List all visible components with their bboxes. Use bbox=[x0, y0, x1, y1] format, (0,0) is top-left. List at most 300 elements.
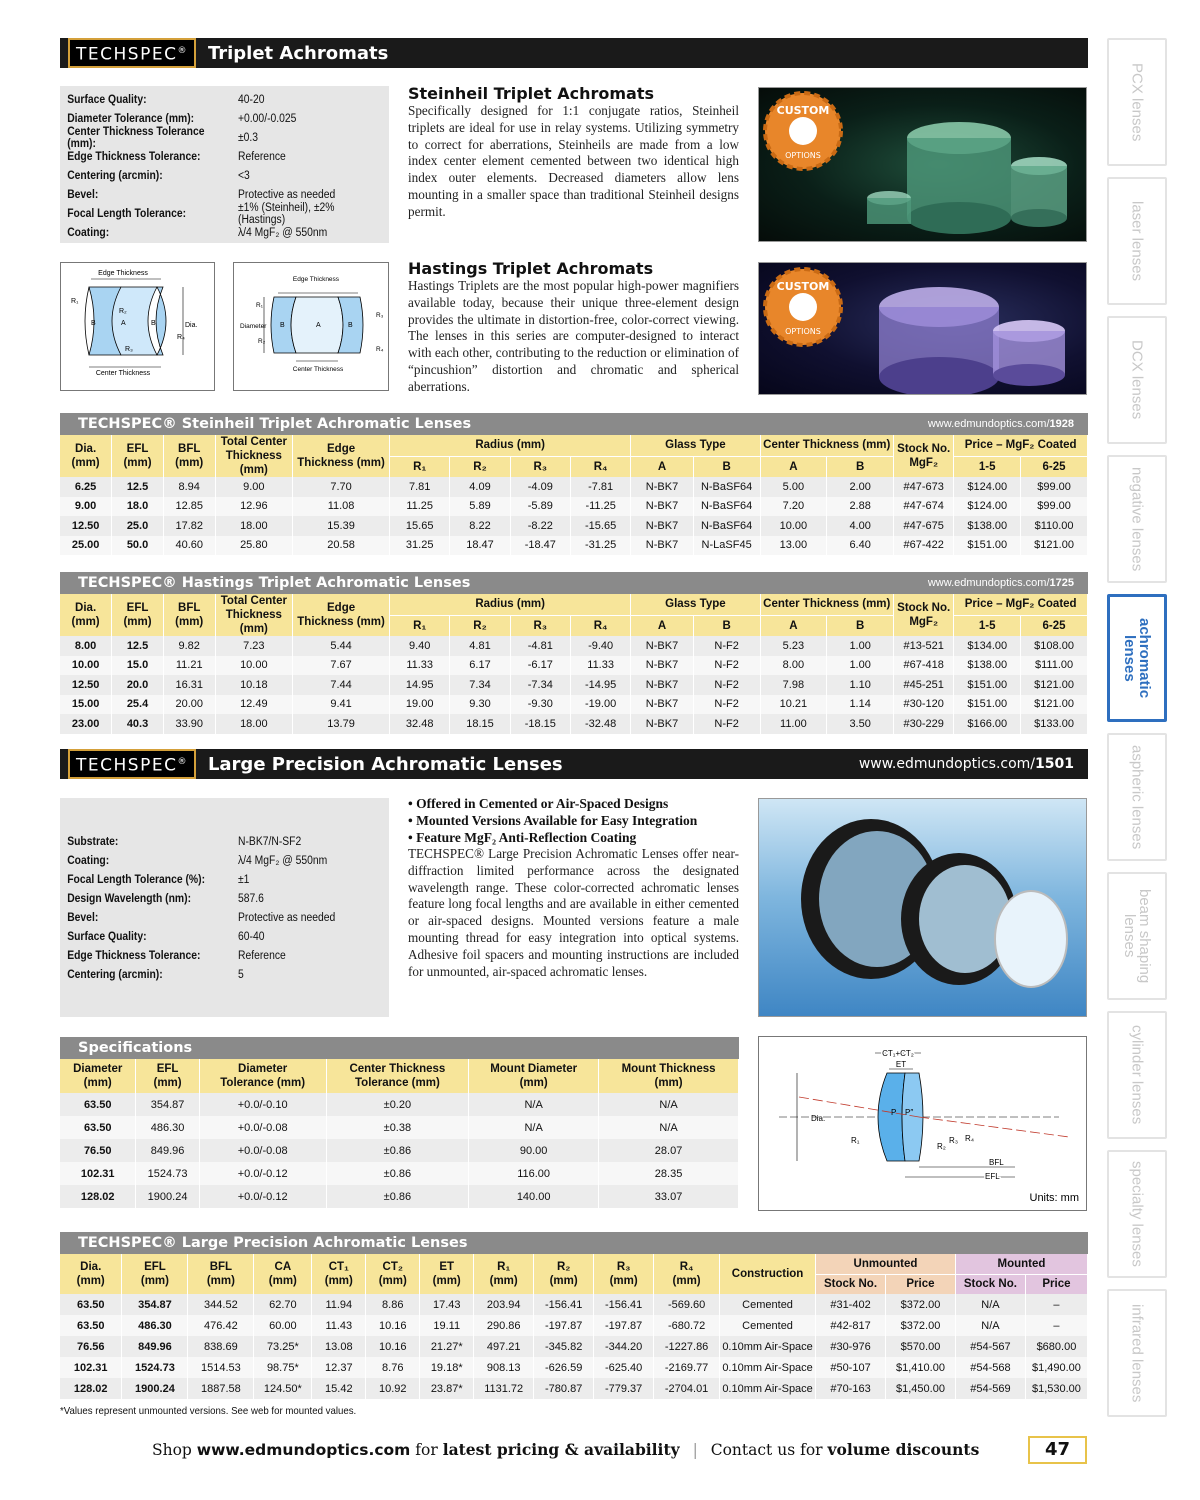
table-cell: 7.23 bbox=[215, 636, 293, 656]
large-col-header: CA (mm) bbox=[254, 1254, 312, 1294]
spec-col-header: Diameter Tolerance (mm) bbox=[199, 1059, 326, 1093]
table-cell: $138.00 bbox=[954, 656, 1021, 676]
feature-bullet: • Offered in Cemented or Air-Spaced Designs bbox=[408, 796, 669, 811]
diameter-label: Diameter bbox=[240, 323, 267, 330]
side-tab-laser-lenses[interactable] bbox=[1107, 177, 1167, 305]
table-cell: 10.18 bbox=[215, 675, 293, 695]
steinheil-title: Steinheil Triplet Achromats bbox=[408, 84, 654, 103]
section-title: Triplet Achromats bbox=[207, 42, 389, 64]
table-cell: 1514.53 bbox=[188, 1357, 254, 1378]
efl-label: EFL bbox=[985, 1172, 1000, 1181]
column-header: Stock No. bbox=[955, 1274, 1025, 1294]
spec-value: <3 bbox=[238, 169, 250, 182]
table-cell: -7.34 bbox=[510, 675, 570, 695]
column-header: A bbox=[760, 615, 827, 636]
table-row bbox=[60, 1357, 1088, 1378]
table-cell: 486.30 bbox=[136, 1116, 199, 1139]
table-cell: $121.00 bbox=[1021, 675, 1088, 695]
col-total-center: Total Center Thickness (mm) bbox=[215, 594, 293, 636]
steinheil-text: Specifically designed for 1:1 conjugate ratios, Steinheil triplets are ideal for use in relay systems. Utilizing symmetry to correct for aberrations, Steinheils are made from a low index center element cemented between two identical high index outer elements. Decreased diameters allow lens mounting in a smaller space than traditional Steinheil designs permit. bbox=[408, 103, 739, 219]
table-cell: 1131.72 bbox=[474, 1378, 534, 1399]
dia-label: Dia. bbox=[811, 1114, 826, 1123]
table-cell: $121.00 bbox=[1021, 695, 1088, 715]
table-cell: N-BaSF64 bbox=[693, 477, 760, 497]
hastings-diagram bbox=[233, 262, 389, 391]
table-cell: -9.40 bbox=[570, 636, 630, 656]
table-cell: $372.00 bbox=[885, 1315, 955, 1336]
spec-value: +0.00/-0.025 bbox=[238, 112, 297, 125]
table-cell: N-LaSF45 bbox=[693, 536, 760, 556]
table-cell[interactable]: #70-163 bbox=[816, 1378, 886, 1399]
table-cell: 16.31 bbox=[163, 675, 215, 695]
feature-bullet: • Mounted Versions Available for Easy Integration bbox=[408, 813, 698, 828]
col-stock: Stock No. MgF₂ bbox=[894, 435, 954, 477]
table-cell: 1900.24 bbox=[136, 1185, 199, 1208]
table-cell: 344.52 bbox=[188, 1294, 254, 1315]
table-cell: N-F2 bbox=[693, 675, 760, 695]
spec-value: N-BK7/N-SF2 bbox=[238, 835, 302, 848]
table-cell[interactable]: #54-567 bbox=[955, 1336, 1025, 1357]
table-cell: 5.23 bbox=[760, 636, 827, 656]
table-row bbox=[60, 1139, 739, 1162]
spec-col-header: EFL (mm) bbox=[136, 1059, 199, 1093]
table-cell: 10.21 bbox=[760, 695, 827, 715]
table-cell[interactable]: #42-817 bbox=[816, 1315, 886, 1336]
col-center-thickness: Center Thickness (mm) bbox=[760, 594, 894, 615]
table-row bbox=[60, 1116, 739, 1139]
col-price: Price – MgF₂ Coated bbox=[954, 435, 1088, 456]
table-cell: 15.65 bbox=[390, 516, 450, 536]
table-cell: Cemented bbox=[720, 1315, 816, 1336]
side-tab-beam-shaping-lenses[interactable] bbox=[1107, 872, 1167, 1000]
side-tab-label: laser lenses bbox=[1128, 200, 1146, 282]
table-cell: 32.48 bbox=[390, 714, 450, 734]
spec-row bbox=[60, 90, 389, 109]
table-cell: 10.00 bbox=[215, 656, 293, 676]
hastings-table bbox=[60, 572, 1088, 734]
hastings-text: Hastings Triplets are the most popular high-power magnifiers available today, because their unique three-element design provides the ultimate in distortion-free, color-correct viewing. The lenses in this series are computer-designed to interact with each other, contributing to the reduction or elimination of “pincushion” distortion and chromatic and spherical aberrations. bbox=[408, 278, 739, 394]
table-row bbox=[60, 477, 1088, 497]
col-bfl: BFL (mm) bbox=[163, 435, 215, 477]
spec-value: 587.6 bbox=[238, 892, 264, 905]
triplet-spec-box bbox=[60, 86, 389, 243]
table-cell: 1.00 bbox=[827, 656, 894, 676]
table-cell: ±0.86 bbox=[326, 1139, 469, 1162]
spec-row bbox=[60, 125, 389, 150]
table-cell: 9.41 bbox=[293, 695, 390, 715]
column-header: R₂ bbox=[450, 615, 510, 636]
table-cell[interactable]: #47-675 bbox=[894, 516, 954, 536]
spec-label: Coating: bbox=[67, 226, 110, 239]
table-cell: 98.75* bbox=[254, 1357, 312, 1378]
column-header: B bbox=[827, 615, 894, 636]
spec-value: ±1 bbox=[238, 873, 250, 886]
col-dia: Dia. (mm) bbox=[60, 594, 112, 636]
table-cell: 2.88 bbox=[827, 497, 894, 517]
table-cell: 23.00 bbox=[60, 714, 112, 734]
table-cell[interactable]: #54-568 bbox=[955, 1357, 1025, 1378]
table-cell[interactable]: #30-229 bbox=[894, 714, 954, 734]
table-cell: -9.30 bbox=[510, 695, 570, 715]
feature-bullet: • Feature MgF₂ Anti-Reflection Coating bbox=[408, 830, 637, 845]
col-dia: Dia. (mm) bbox=[60, 435, 112, 477]
table-cell: N-F2 bbox=[693, 656, 760, 676]
table-cell: 25.4 bbox=[112, 695, 164, 715]
col-mounted: Mounted bbox=[955, 1254, 1087, 1274]
large-achromat-data-table bbox=[60, 1254, 1088, 1399]
table-cell: 40.60 bbox=[163, 536, 215, 556]
table-cell: +0.0/-0.12 bbox=[199, 1162, 326, 1185]
table-cell: 33.90 bbox=[163, 714, 215, 734]
side-tab-label: specialty lenses bbox=[1128, 1161, 1146, 1267]
spec-row bbox=[60, 147, 389, 166]
table-cell: 7.67 bbox=[293, 656, 390, 676]
table-cell: $1,410.00 bbox=[885, 1357, 955, 1378]
large-achromat-product-photo bbox=[758, 798, 1087, 1017]
table-cell[interactable]: #47-673 bbox=[894, 477, 954, 497]
table-row bbox=[60, 1093, 739, 1116]
spec-label: Substrate: bbox=[67, 835, 119, 848]
steinheil-table bbox=[60, 413, 1088, 555]
large-table-title: TECHSPEC® Large Precision Achromatic Lenses bbox=[60, 1232, 1088, 1254]
table-row bbox=[60, 516, 1088, 536]
table-cell: 33.07 bbox=[599, 1185, 739, 1208]
table-cell: 7.20 bbox=[760, 497, 827, 517]
table-cell: 17.82 bbox=[163, 516, 215, 536]
table-cell: $1,490.00 bbox=[1025, 1357, 1087, 1378]
table-cell: 9.82 bbox=[163, 636, 215, 656]
footnote: *Values represent unmounted versions. See web for mounted values. bbox=[60, 1405, 357, 1417]
table-row bbox=[60, 1336, 1088, 1357]
table-cell: 11.94 bbox=[312, 1294, 366, 1315]
table-cell: 7.98 bbox=[760, 675, 827, 695]
table-cell: +0.0/-0.12 bbox=[199, 1185, 326, 1208]
table-cell: 4.81 bbox=[450, 636, 510, 656]
spec-row bbox=[60, 201, 389, 226]
column-header: R₄ bbox=[570, 456, 630, 477]
table-cell[interactable]: #50-107 bbox=[816, 1357, 886, 1378]
table-cell: 0.10mm Air-Space bbox=[720, 1357, 816, 1378]
table-cell: $372.00 bbox=[885, 1294, 955, 1315]
r3-label: R₃ bbox=[949, 1136, 959, 1145]
r4-label: R₄ bbox=[177, 334, 185, 341]
side-tab-specialty-lenses[interactable] bbox=[1107, 1150, 1167, 1278]
spec-label: Edge Thickness Tolerance: bbox=[67, 150, 201, 163]
section-url[interactable]: www.edmundoptics.com/1501 bbox=[858, 756, 1074, 772]
table-cell: 8.94 bbox=[163, 477, 215, 497]
table-cell: 5.44 bbox=[293, 636, 390, 656]
side-tab-DCX-lenses[interactable] bbox=[1107, 316, 1167, 444]
side-tab-label: cylinder lenses bbox=[1128, 1025, 1146, 1125]
column-header: Stock No. bbox=[816, 1274, 886, 1294]
b-label-2: B bbox=[151, 320, 156, 327]
table-cell: 31.25 bbox=[390, 536, 450, 556]
a-label: A bbox=[316, 322, 321, 329]
large-achromat-spec-box bbox=[60, 798, 389, 1017]
table-cell: 20.00 bbox=[163, 695, 215, 715]
table-cell: 18.15 bbox=[450, 714, 510, 734]
spec-label: Coating: bbox=[67, 854, 110, 867]
col-glass: Glass Type bbox=[631, 594, 760, 615]
table-cell: -780.87 bbox=[534, 1378, 594, 1399]
table-cell: 11.21 bbox=[163, 656, 215, 676]
table-cell: 19.11 bbox=[420, 1315, 474, 1336]
col-unmounted: Unmounted bbox=[816, 1254, 956, 1274]
col-radius: Radius (mm) bbox=[390, 594, 631, 615]
column-header: R₃ bbox=[510, 615, 570, 636]
table-cell: 62.70 bbox=[254, 1294, 312, 1315]
table-row bbox=[60, 1185, 739, 1208]
table-cell: 76.56 bbox=[60, 1336, 122, 1357]
table-cell: 12.37 bbox=[312, 1357, 366, 1378]
spec-value: λ/4 MgF₂ @ 550nm bbox=[238, 854, 328, 867]
table-cell: 10.00 bbox=[60, 656, 112, 676]
large-achromat-text: TECHSPEC® Large Precision Achromatic Lenses offer near-diffraction limited performance across the designated wavelength range. These color-corrected achromatic lenses feature long focal lengths and are available in either cemented or air-spaced designs. Mounted versions feature a male mounting thread for easy integration into optical systems. Adhesive foil spacers and mounting instructions are included for unmounted, air-spaced achromatic lenses. bbox=[408, 846, 739, 979]
large-achromat-table bbox=[60, 1232, 1088, 1417]
table-cell: -18.15 bbox=[510, 714, 570, 734]
badge-subtext: OPTIONS bbox=[785, 151, 821, 160]
table-cell: ±0.86 bbox=[326, 1185, 469, 1208]
side-tab-label: DCX lenses bbox=[1128, 340, 1146, 420]
column-header: R₂ bbox=[450, 456, 510, 477]
table-cell: 838.69 bbox=[188, 1336, 254, 1357]
spec-label: Surface Quality: bbox=[67, 93, 147, 106]
table-cell: N-F2 bbox=[693, 695, 760, 715]
side-tab-infrared-lenses[interactable] bbox=[1107, 1289, 1167, 1417]
table-cell: 10.00 bbox=[760, 516, 827, 536]
table-cell: -31.25 bbox=[570, 536, 630, 556]
b-label: B bbox=[280, 322, 285, 329]
steinheil-diagram bbox=[60, 262, 215, 391]
table-cell[interactable]: #45-251 bbox=[894, 675, 954, 695]
section-header-triplet bbox=[60, 38, 1088, 68]
p-label: P bbox=[891, 1108, 897, 1117]
table-cell: 4.09 bbox=[450, 477, 510, 497]
table-cell: $99.00 bbox=[1021, 497, 1088, 517]
table-cell: 10.16 bbox=[366, 1336, 420, 1357]
table-cell: 476.42 bbox=[188, 1315, 254, 1336]
techspec-logo: TECHSPEC® bbox=[68, 38, 196, 68]
table-cell: -4.09 bbox=[510, 477, 570, 497]
hastings-description bbox=[408, 259, 739, 396]
side-tab-PCX-lenses[interactable] bbox=[1107, 38, 1167, 166]
table-cell[interactable]: #67-418 bbox=[894, 656, 954, 676]
steinheil-table-title: TECHSPEC® Steinheil Triplet Achromatic Lenses www.edmundoptics.com/1928 bbox=[60, 413, 1088, 435]
table-cell: 11.43 bbox=[312, 1315, 366, 1336]
table-cell: 18.47 bbox=[450, 536, 510, 556]
spec-label: Bevel: bbox=[67, 911, 99, 924]
spec-value: Protective as needed bbox=[238, 188, 336, 201]
table-cell[interactable]: #30-120 bbox=[894, 695, 954, 715]
table-cell: -197.87 bbox=[534, 1315, 594, 1336]
table-row bbox=[60, 675, 1088, 695]
spec-label: Diameter Tolerance (mm): bbox=[67, 112, 195, 125]
custom-options-badge bbox=[762, 90, 844, 172]
large-col-header: R₄ (mm) bbox=[654, 1254, 720, 1294]
table-cell: -8.22 bbox=[510, 516, 570, 536]
table-cell: 849.96 bbox=[122, 1336, 188, 1357]
b-label-2: B bbox=[348, 322, 353, 329]
side-tab-aspheric-lenses[interactable] bbox=[1107, 733, 1167, 861]
table-cell: 11.25 bbox=[390, 497, 450, 517]
col-center-thickness: Center Thickness (mm) bbox=[760, 435, 894, 456]
table-cell: N/A bbox=[599, 1093, 739, 1116]
col-price: Price – MgF₂ Coated bbox=[954, 594, 1088, 615]
table-cell: 14.95 bbox=[390, 675, 450, 695]
table-cell: -156.41 bbox=[534, 1294, 594, 1315]
hastings-data-table bbox=[60, 594, 1088, 734]
table-cell[interactable]: N/A bbox=[955, 1294, 1025, 1315]
column-header: Price bbox=[885, 1274, 955, 1294]
table-cell: 6.40 bbox=[827, 536, 894, 556]
side-tab-negative-lenses[interactable] bbox=[1107, 455, 1167, 583]
spec-col-header: Center Thickness Tolerance (mm) bbox=[326, 1059, 469, 1093]
table-cell: 28.07 bbox=[599, 1139, 739, 1162]
table-cell: 849.96 bbox=[136, 1139, 199, 1162]
table-cell: $134.00 bbox=[954, 636, 1021, 656]
table-cell: +0.0/-0.08 bbox=[199, 1139, 326, 1162]
specifications-title: Specifications bbox=[60, 1037, 739, 1059]
table-cell: N-BK7 bbox=[631, 636, 693, 656]
badge-text: CUSTOM bbox=[776, 104, 830, 117]
table-cell: 13.79 bbox=[293, 714, 390, 734]
spec-value: 5 bbox=[238, 968, 244, 981]
table-cell[interactable]: #13-521 bbox=[894, 636, 954, 656]
table-cell: $124.00 bbox=[954, 497, 1021, 517]
large-col-header: Dia. (mm) bbox=[60, 1254, 122, 1294]
table-cell: $121.00 bbox=[1021, 536, 1088, 556]
table-cell: 9.00 bbox=[60, 497, 112, 517]
hastings-table-title: TECHSPEC® Hastings Triplet Achromatic Lenses www.edmundoptics.com/1725 bbox=[60, 572, 1088, 594]
table-cell[interactable]: #31-402 bbox=[816, 1294, 886, 1315]
table-cell: 40.3 bbox=[112, 714, 164, 734]
spec-col-header: Mount Diameter (mm) bbox=[469, 1059, 599, 1093]
table-cell: 8.00 bbox=[760, 656, 827, 676]
table-row bbox=[60, 714, 1088, 734]
table-cell: 8.86 bbox=[366, 1294, 420, 1315]
table-cell: 128.02 bbox=[60, 1185, 136, 1208]
column-header: B bbox=[693, 615, 760, 636]
spec-row bbox=[60, 946, 389, 965]
table-cell: 102.31 bbox=[60, 1357, 122, 1378]
large-achromat-description bbox=[408, 795, 739, 980]
table-cell: 12.5 bbox=[112, 477, 164, 497]
table-cell: $1,530.00 bbox=[1025, 1378, 1087, 1399]
table-cell: 11.08 bbox=[293, 497, 390, 517]
table-cell: $138.00 bbox=[954, 516, 1021, 536]
large-col-header: BFL (mm) bbox=[188, 1254, 254, 1294]
table-cell: -345.82 bbox=[534, 1336, 594, 1357]
table-cell: -625.40 bbox=[594, 1357, 654, 1378]
table-cell: +0.0/-0.10 bbox=[199, 1093, 326, 1116]
table-cell[interactable]: #67-422 bbox=[894, 536, 954, 556]
large-col-header: R₂ (mm) bbox=[534, 1254, 594, 1294]
edge-thickness-label: Edge Thickness bbox=[292, 276, 340, 283]
col-radius: Radius (mm) bbox=[390, 435, 631, 456]
spec-value: Reference bbox=[238, 949, 286, 962]
side-tab-achromatic-lenses[interactable] bbox=[1107, 594, 1167, 722]
table-cell[interactable]: #47-674 bbox=[894, 497, 954, 517]
table-cell: 8.00 bbox=[60, 636, 112, 656]
table-cell: 63.50 bbox=[60, 1315, 122, 1336]
large-col-header: CT₂ (mm) bbox=[366, 1254, 420, 1294]
badge-text: CUSTOM bbox=[776, 280, 830, 293]
col-bfl: BFL (mm) bbox=[163, 594, 215, 636]
table-cell: $151.00 bbox=[954, 695, 1021, 715]
spec-label: Centering (arcmin): bbox=[67, 968, 163, 981]
table-cell: 60.00 bbox=[254, 1315, 312, 1336]
table-cell: ±0.86 bbox=[326, 1162, 469, 1185]
table-cell: -1227.86 bbox=[654, 1336, 720, 1357]
r4-label: R₄ bbox=[376, 346, 384, 353]
table-cell: 9.30 bbox=[450, 695, 510, 715]
spec-row bbox=[60, 851, 389, 870]
spec-label: Surface Quality: bbox=[67, 930, 147, 943]
table-cell: N-BK7 bbox=[631, 536, 693, 556]
table-cell: 128.02 bbox=[60, 1378, 122, 1399]
table-cell: 354.87 bbox=[122, 1294, 188, 1315]
table-cell: -32.48 bbox=[570, 714, 630, 734]
et-label: ET bbox=[895, 1060, 907, 1069]
table-cell[interactable]: #54-569 bbox=[955, 1378, 1025, 1399]
steinheil-description bbox=[408, 84, 739, 221]
table-cell[interactable]: N/A bbox=[955, 1315, 1025, 1336]
column-header: R₁ bbox=[390, 615, 450, 636]
table-cell: 5.89 bbox=[450, 497, 510, 517]
table-cell: 203.94 bbox=[474, 1294, 534, 1315]
spec-row bbox=[60, 889, 389, 908]
pp-label: P″ bbox=[905, 1108, 914, 1117]
table-cell: -344.20 bbox=[594, 1336, 654, 1357]
table-cell: 21.27* bbox=[420, 1336, 474, 1357]
side-tab-cylinder-lenses[interactable] bbox=[1107, 1011, 1167, 1139]
table-cell[interactable]: #30-976 bbox=[816, 1336, 886, 1357]
table-cell: -569.60 bbox=[654, 1294, 720, 1315]
table-cell: 20.0 bbox=[112, 675, 164, 695]
footer-site-link[interactable]: www.edmundoptics.com bbox=[196, 1441, 411, 1459]
table-cell: 7.81 bbox=[390, 477, 450, 497]
table-row bbox=[60, 656, 1088, 676]
spec-value: 60-40 bbox=[238, 930, 265, 943]
table-cell: 17.43 bbox=[420, 1294, 474, 1315]
r1-label: R₁ bbox=[71, 298, 79, 305]
spec-row bbox=[60, 832, 389, 851]
table-cell: 11.00 bbox=[760, 714, 827, 734]
column-header: R₄ bbox=[570, 615, 630, 636]
table-row bbox=[60, 1315, 1088, 1336]
spec-row bbox=[60, 908, 389, 927]
table-cell: – bbox=[1025, 1294, 1087, 1315]
spec-row bbox=[60, 870, 389, 889]
column-header: R₃ bbox=[510, 456, 570, 477]
table-cell: 20.58 bbox=[293, 536, 390, 556]
table-cell: 4.00 bbox=[827, 516, 894, 536]
table-cell: 15.42 bbox=[312, 1378, 366, 1399]
b-label: B bbox=[91, 320, 96, 327]
spec-value: Reference bbox=[238, 150, 286, 163]
hastings-url: www.edmundoptics.com/1725 bbox=[927, 577, 1074, 589]
spec-label: Center Thickness Tolerance (mm): bbox=[67, 125, 205, 150]
table-row bbox=[60, 636, 1088, 656]
table-cell: N/A bbox=[469, 1116, 599, 1139]
large-col-header: EFL (mm) bbox=[122, 1254, 188, 1294]
ct-label: CT₁+CT₂ bbox=[882, 1049, 914, 1058]
table-cell: ±0.20 bbox=[326, 1093, 469, 1116]
table-cell: N-BaSF64 bbox=[693, 497, 760, 517]
spec-value: ±1% (Steinheil), ±2% (Hastings) bbox=[238, 201, 335, 226]
spec-label: Design Wavelength (nm): bbox=[67, 892, 192, 905]
table-cell: N-F2 bbox=[693, 636, 760, 656]
